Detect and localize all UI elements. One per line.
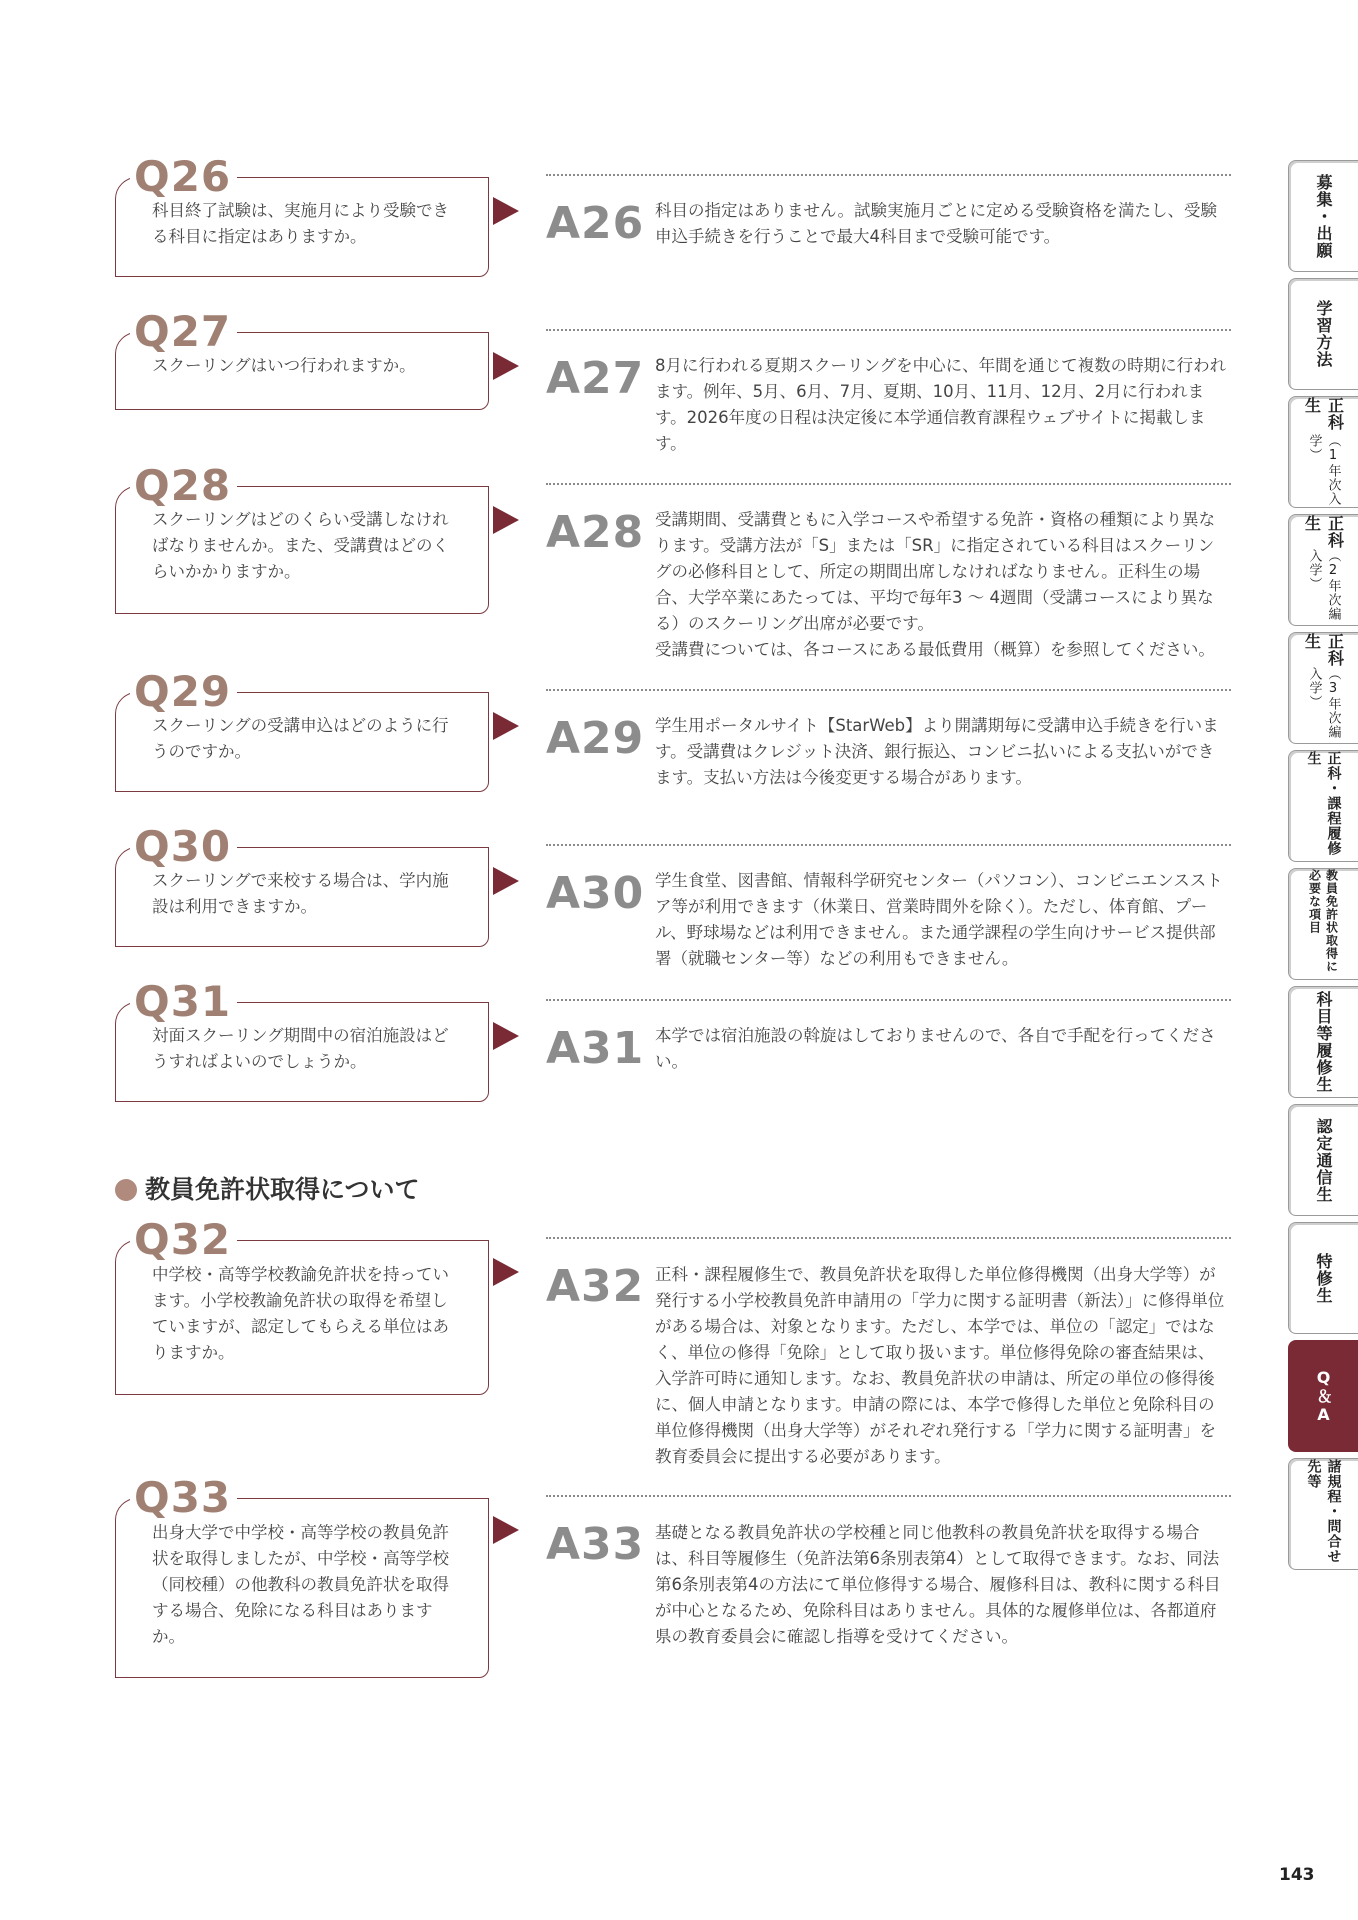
answer-label: A30 — [546, 868, 645, 919]
tab-credit-students[interactable] — [1288, 986, 1358, 1098]
tab-label: 正科・課程履修生 — [1305, 751, 1342, 856]
question-text: 出身大学で中学校・高等学校の教員免許状を取得しましたが、中学校・高等学校（同校種）の他教科の教員免許状を取得する場合、免除になる科目はありますか。 — [152, 1523, 449, 1646]
page-number: 143 — [1279, 1865, 1315, 1885]
tab-sublabel: （3年次編入学） — [1306, 667, 1341, 739]
tab-label: 学習方法 — [1314, 300, 1333, 368]
answer-label: A28 — [546, 507, 645, 558]
tab-regular-1st-year[interactable] — [1288, 396, 1358, 508]
answer-text: 正科・課程履修生で、教員免許状を取得した単位修得機関（出身大学等）が発行する小学校教員免許申請用の「学力に関する証明書（新法）」に修得単位がある場合は、対象となります。ただし、本学では、単位の「認定」ではなく、単位の修得「免除」として取り扱います。単位修得免除の審査結果は、入学許可時に通知します。なお、教員免許状の申請は、所定の単位の修得後に、個人申請となります。申請の際には、本学で修得した単位と免除科目の単位修得機関（出身大学等）がそれぞれ発行する「学力に関する証明書」を教育委員会に提出する必要があります。 — [655, 1265, 1225, 1466]
arrow-icon — [493, 867, 519, 895]
arrow-icon — [493, 1022, 519, 1050]
tab-regular-3rd-year[interactable] — [1288, 632, 1358, 744]
divider — [546, 1495, 1231, 1497]
answer-text: 科目の指定はありません。試験実施月ごとに定める受験資格を満たし、受験申込手続きを行うことで最大4科目まで受験可能です。 — [655, 201, 1217, 246]
question-text: 中学校・高等学校教諭免許状を持っています。小学校教諭免許状の取得を希望していますが、認定してもらえる単位はありますか。 — [152, 1265, 449, 1362]
divider — [546, 999, 1231, 1001]
answer-text: 学生食堂、図書館、情報科学研究センター（パソコン）、コンビニエンスストア等が利用できます（休業日、営業時間外を除く）。ただし、体育館、プール、野球場などは利用できません。また通学課程の学生向けサービス提供部署（就職センター等）などの利用もできません。 — [655, 871, 1223, 968]
divider — [546, 689, 1231, 691]
divider — [546, 329, 1231, 331]
question-label: Q33 — [130, 1476, 237, 1520]
tab-label: 認定通信生 — [1314, 1117, 1333, 1203]
tab-sublabel: （2年次編入学） — [1306, 549, 1341, 621]
answer-label: A29 — [546, 713, 645, 764]
arrow-icon — [493, 1516, 519, 1544]
answer-label: A26 — [546, 198, 645, 249]
answer-text: 基礎となる教員免許状の学校種と同じ他教科の教員免許状を取得する場合は、科目等履修生（免許法第6条別表第4）として取得できます。なお、同法第6条別表第4の方法にて単位修得する場合、履修科目は、教科に関する科目が中心となるため、免除科目はありません。具体的な履修単位は、各都道府県の教育委員会に確認し指導を受けてください。 — [655, 1523, 1221, 1646]
answer-label: A32 — [546, 1261, 645, 1312]
tab-recruitment[interactable] — [1288, 160, 1358, 272]
tab-qa[interactable] — [1288, 1340, 1358, 1452]
tab-label: 正科生 — [1302, 397, 1345, 431]
tab-label: 特修生 — [1314, 1252, 1333, 1304]
question-label: Q30 — [130, 825, 237, 869]
answer-text: 本学では宿泊施設の斡旋はしておりませんので、各自で手配を行ってください。 — [655, 1026, 1216, 1071]
question-label: Q27 — [130, 310, 237, 354]
answer-text: 受講期間、受講費ともに入学コースや希望する免許・資格の種類により異なります。受講方法が「S」または「SR」に指定されている科目はスクーリングの必修科目として、所定の期間出席しなければなりません。正科生の場合、大学卒業にあたっては、平均で毎年3 ～ 4週間（受講コースにより異なる）のスクーリング出席が必要です。 受講費については、各コースにある最低費用（概算）を参照してください。 — [655, 510, 1216, 659]
tab-teacher-license[interactable] — [1288, 868, 1358, 980]
answer-label: A33 — [546, 1519, 645, 1570]
bullet-icon — [115, 1179, 137, 1201]
tab-course-students[interactable] — [1288, 750, 1358, 862]
arrow-icon — [493, 197, 519, 225]
arrow-icon — [493, 352, 519, 380]
question-label: Q31 — [130, 980, 237, 1024]
arrow-icon — [493, 506, 519, 534]
divider — [546, 174, 1231, 176]
answer-text: 学生用ポータルサイト【StarWeb】より開講期毎に受講申込手続きを行います。受講費はクレジット決済、銀行振込、コンビニ払いによる支払いができます。支払い方法は今後変更する場合があります。 — [655, 716, 1219, 787]
tab-label: 正科生 — [1302, 515, 1345, 549]
answer-label: A31 — [546, 1023, 645, 1074]
question-text: 科目終了試験は、実施月により受験できる科目に指定はありますか。 — [152, 201, 449, 246]
tab-label: 募集・出願 — [1314, 173, 1333, 259]
question-label: Q26 — [130, 155, 237, 199]
tab-label: 教員免許状取得に必要な項目 — [1307, 869, 1339, 973]
tab-label: Q＆A — [1314, 1367, 1333, 1425]
answer-label: A27 — [546, 353, 645, 404]
arrow-icon — [493, 1258, 519, 1286]
section-title: 教員免許状取得について — [145, 1175, 420, 1204]
answer-text: 8月に行われる夏期スクーリングを中心に、年間を通じて複数の時期に行われます。例年、5月、6月、7月、夏期、10月、11月、12月、2月に行われます。2026年度の日程は決定後に本学通信教育課程ウェブサイトに掲載します。 — [655, 356, 1227, 453]
tab-regulations-contact[interactable] — [1288, 1458, 1358, 1570]
divider — [546, 483, 1231, 485]
section-heading — [115, 1174, 420, 1206]
tab-sublabel: （1年次入学） — [1306, 434, 1341, 507]
tab-study-method[interactable] — [1288, 278, 1358, 390]
tab-label: 正科生 — [1302, 633, 1345, 667]
question-text: スクーリングはどのくらい受講しなければなりませんか。また、受講費はどのくらいかかりますか。 — [152, 510, 449, 581]
tab-certified-students[interactable] — [1288, 1104, 1358, 1216]
tab-label: 科目等履修生 — [1314, 991, 1333, 1093]
question-text: スクーリングで来校する場合は、学内施設は利用できますか。 — [152, 871, 449, 916]
question-text: スクーリングの受講申込はどのように行うのですか。 — [152, 716, 449, 761]
question-label: Q28 — [130, 464, 237, 508]
tab-regular-2nd-year[interactable] — [1288, 514, 1358, 626]
question-label: Q29 — [130, 670, 237, 714]
arrow-icon — [493, 712, 519, 740]
question-text: 対面スクーリング期間中の宿泊施設はどうすればよいのでしょうか。 — [152, 1026, 449, 1071]
question-text: スクーリングはいつ行われますか。 — [152, 356, 416, 375]
divider — [546, 1237, 1231, 1239]
tab-label: 諸規程・問合せ先等 — [1305, 1459, 1342, 1564]
divider — [546, 844, 1231, 846]
tab-special-students[interactable] — [1288, 1222, 1358, 1334]
question-label: Q32 — [130, 1218, 237, 1262]
